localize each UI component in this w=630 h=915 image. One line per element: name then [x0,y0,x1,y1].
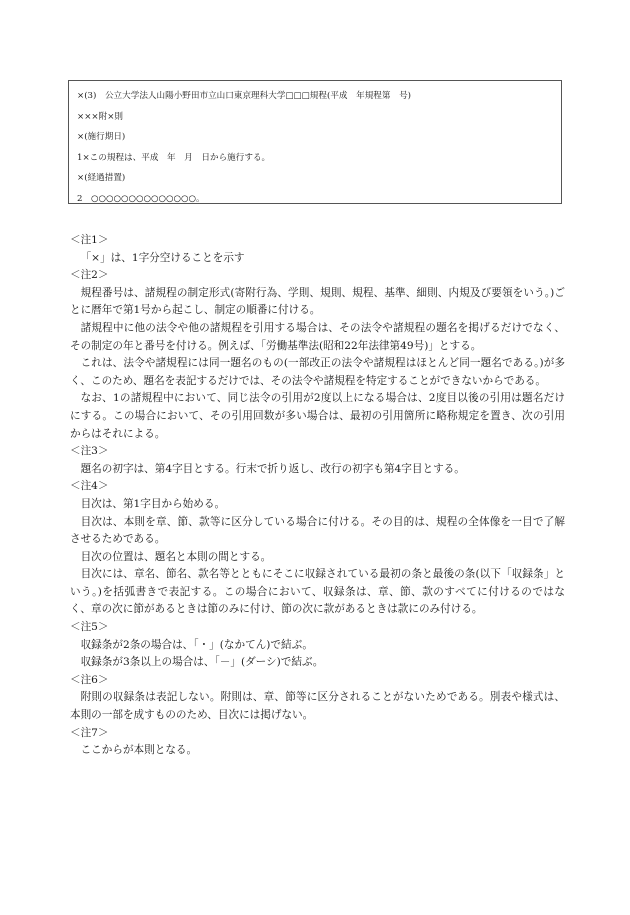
note-paragraph: 目次には、章名、節名、款名等とともにそこに収録されている最初の条と最後の条(以下「収録条」という。)を括弧書きで表記する。この場合において、収録条は、章、節、款のすべてに付けるのではなく、章の次に節があるときは節のみに付け、節の次に款があるときは款にのみ付ける。 [70,568,565,616]
note-paragraph: なお、1の諸規程中において、同じ法令の引用が2度以上になる場合は、2度目以後の引用は題名だけにする。この場合において、その引用回数が多い場合は、最初の引用箇所に略称規定を置き、次の引用からはそれによる。 [70,392,565,440]
notes-section [70,232,565,760]
note-heading: ＜注3＞ [70,445,109,458]
note-heading: ＜注7＞ [70,726,109,739]
note-heading: ＜注4＞ [70,480,109,493]
note-paragraph: 目次の位置は、題名と本則の間とする。 [80,550,272,563]
note-paragraph: 目次は、第1字目から始める。 [80,497,226,510]
note-paragraph: 附則の収録条は表記しない。附則は、章、節等に区分されることがないためである。別表や様式は、本則の一部を成すもののため、目次には掲げない。 [70,691,565,722]
note-paragraph: 題名の初字は、第4字目とする。行末で折り返し、改行の初字も第4字目とする。 [80,462,465,475]
template-article-1: 1×この規程は、平成 年 月 日から施行する。 [77,152,271,163]
template-caption-effective-date: ×(施行期日) [77,132,126,142]
note-paragraph: 規程番号は、諸規程の制定形式(寄附行為、学則、規則、規程、基準、細則、内規及び要領をいう。)ごとに暦年で第1号から起こし、制定の順番に付ける。 [70,286,565,317]
note-paragraph: 収録条が2条の場合は、「・」(なかてん)で結ぶ。 [80,638,313,651]
note-heading: ＜注2＞ [70,269,109,282]
note-paragraph: 目次は、本則を章、節、款等に区分している場合に付ける。その目的は、規程の全体像を一目で了解させるためである。 [70,515,565,546]
template-caption-transitional: ×(経過措置) [77,173,126,183]
note-paragraph: 収録条が3条以上の場合は、「－」(ダーシ)で結ぶ。 [80,656,324,669]
note-heading: ＜注5＞ [70,621,109,634]
template-supplementary-heading: ×××附×則 [77,111,123,122]
note-paragraph: 「×」は、1字分空けることを示す [80,251,245,264]
note-paragraph: ここからが本則となる。 [80,744,198,757]
template-article-2: 2 ○○○○○○○○○○○○○○。 [77,193,205,204]
note-paragraph: 諸規程中に他の法令や他の諸規程を引用する場合は、その法令や諸規程の題名を掲げるだけでなく、その制定の年と番号を付ける。例えば、「労働基準法(昭和22年法律第49号)」とする。 [70,321,565,352]
template-title-line: ×(3) 公立大学法人山陽小野田市立山口東京理科大学□□□規程(平成 年規程第 号) [77,91,412,101]
note-paragraph: これは、法令や諸規程には同一題名のもの(一部改正の法令や諸規程はほとんど同一題名である。)が多く、このため、題名を表記するだけでは、その法令や諸規程を特定することができないからである。 [70,357,565,387]
regulation-template-box [68,80,562,204]
note-heading: ＜注6＞ [70,673,109,686]
note-heading: ＜注1＞ [70,234,109,246]
